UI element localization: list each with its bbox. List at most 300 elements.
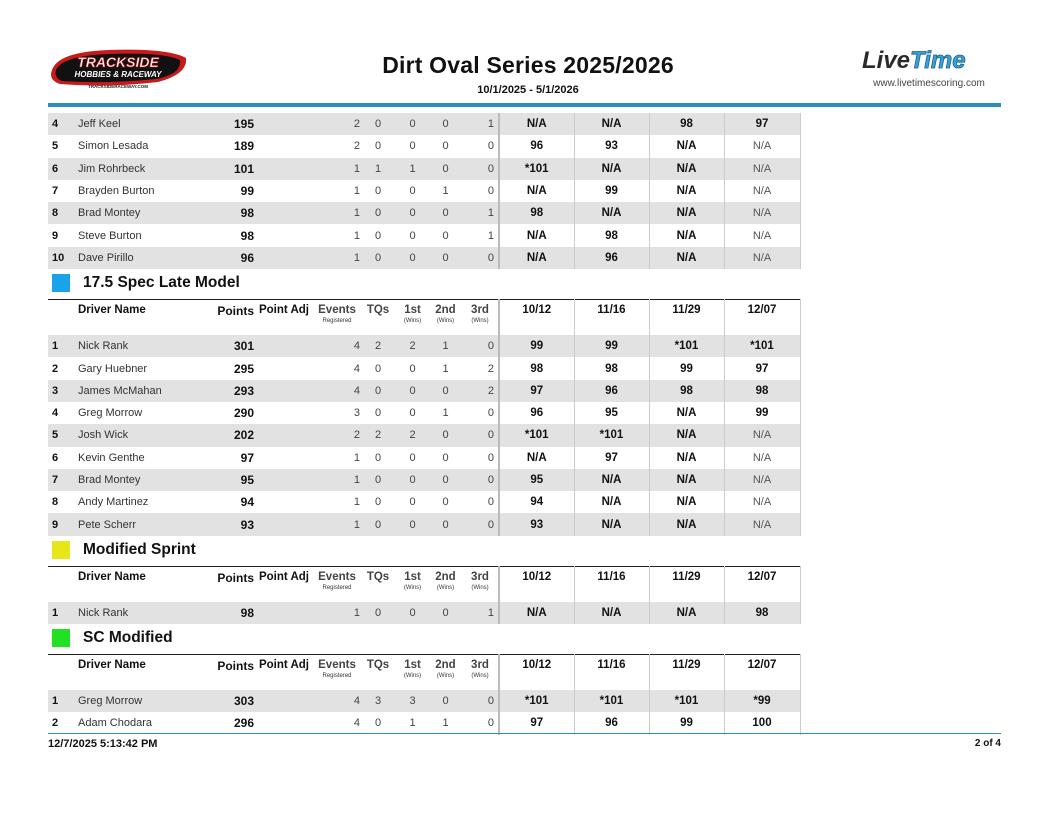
race-result-cell-r4: N/A [724,135,800,157]
race-result-cell-r4: N/A [724,180,800,202]
tqs-cell: 0 [360,247,396,269]
race-result-cell-r3: N/A [649,224,724,246]
column-header-label: 1st [404,570,421,583]
column-header-label: Points [217,659,254,674]
points-cell: 97 [240,450,254,465]
table-row [48,158,800,180]
second-cell: 1 [429,335,462,357]
first-cell: 0 [409,185,416,198]
second-cell: 0 [442,496,449,509]
point-adj-cell [254,335,314,357]
position-cell: 9 [52,229,59,242]
tqs-cell: 2 [360,335,396,357]
second-cell: 1 [442,185,449,198]
driver-name-cell: Josh Wick [78,424,202,446]
race-result-cell-r4: 97 [724,113,800,135]
race-result-cell-r2: 96 [574,380,649,402]
driver-name-cell: Steve Burton [78,229,142,242]
first-cell: 0 [409,362,416,375]
events-cell: 1 [314,158,360,180]
column-header [462,566,499,602]
events-cell: 4 [314,335,360,357]
point-adj-cell [254,690,314,712]
column-header [429,566,462,602]
points-cell: 290 [233,406,254,421]
position-cell: 3 [48,380,78,402]
table-row [48,447,800,469]
position-cell: 6 [52,451,59,464]
column-header-label: TQs [366,304,390,317]
events-cell: 1 [314,247,360,269]
column-header-sublabel: Registered [322,584,352,591]
race-result-cell-r4: N/A [724,447,800,469]
column-header-label: Events [318,304,356,317]
third-cell: 0 [462,180,499,202]
column-header [429,655,462,691]
first-cell: 0 [396,469,429,491]
position-cell: 8 [52,496,59,509]
points-cell: 189 [233,139,254,154]
class-color-swatch [52,629,70,647]
column-header-label: 3rd [471,659,489,672]
point-adj-cell [254,491,314,513]
position-cell: 5 [48,424,78,446]
point-adj-cell [254,180,314,202]
third-cell: 2 [462,357,499,379]
column-header [202,655,254,691]
column-header [360,566,396,602]
first-cell: 0 [396,602,429,624]
race-result-cell-r4: N/A [724,491,800,513]
tqs-cell: 0 [374,185,382,198]
column-header [724,655,800,691]
race-result-cell-r2: *101 [574,424,649,446]
point-adj-cell [254,380,314,402]
race-result-cell-r1: 95 [499,469,574,491]
date-range: 10/1/2025 - 5/1/2026 [477,84,579,96]
column-header [254,655,314,691]
driver-name-cell: Kevin Genthe [78,451,145,464]
point-adj-cell [254,447,314,469]
column-header [48,655,78,691]
second-cell: 0 [429,380,462,402]
print-timestamp: 12/7/2025 5:13:42 PM [48,738,158,750]
position-cell: 1 [48,602,78,624]
race-result-cell-r4: N/A [724,513,800,535]
tqs-cell: 1 [360,158,396,180]
race-result-cell-r3: N/A [649,491,724,513]
column-header-label: 2nd [435,570,456,583]
third-cell: 1 [462,202,499,224]
point-adj-cell [254,602,314,624]
race-result-cell-r2: 97 [574,447,649,469]
race-result-cell-r2: 96 [574,712,649,734]
position-cell: 4 [48,113,78,135]
livetime-logo [860,46,1002,74]
third-cell: 2 [462,380,499,402]
column-header-sublabel: Registered [322,318,352,325]
race-result-cell-r4: 98 [724,602,800,624]
tqs-cell: 2 [360,424,396,446]
column-header-label: 2nd [435,304,456,317]
events-cell: 4 [314,380,360,402]
third-cell: 1 [462,224,499,246]
events-cell: 1 [314,469,360,491]
column-header-label: 11/29 [672,659,701,672]
race-result-cell-r3: N/A [649,513,724,535]
race-result-cell-r4: N/A [724,158,800,180]
column-header [396,566,429,602]
race-result-cell-r1: 99 [499,335,574,357]
driver-name-cell: Brayden Burton [78,185,155,198]
column-header [314,566,360,602]
race-result-cell-r1: *101 [499,424,574,446]
race-result-cell-r2: 98 [574,357,649,379]
events-cell: 1 [314,513,360,535]
driver-name-cell: Greg Morrow [78,407,143,420]
race-result-cell-r4: N/A [724,247,800,269]
class-name: Modified Sprint [83,540,196,558]
column-header [649,566,724,602]
column-header [649,300,724,336]
race-result-cell-r1: 93 [499,513,574,535]
column-header [429,300,462,336]
column-header-label: Points [217,570,254,585]
race-result-cell-r3: N/A [649,402,724,424]
third-cell: 0 [462,247,499,269]
second-cell: 0 [429,513,462,535]
column-header [202,566,254,602]
column-header-label: 10/12 [522,659,552,672]
logo-left-line2: HOBBIES & RACEWAY [74,70,162,79]
table-header-row [48,655,800,691]
tqs-cell: 3 [360,690,396,712]
race-result-cell-r2: 96 [574,247,649,269]
position-cell: 5 [52,140,59,153]
position-cell: 2 [52,362,59,375]
position-cell: 4 [52,407,59,420]
point-adj-cell [254,113,314,135]
column-header-label: TQs [366,659,390,672]
events-cell: 1 [353,451,360,464]
column-header [360,655,396,691]
class-name: SC Modified [83,629,173,647]
column-header-label: Point Adj [258,304,310,317]
third-cell: 1 [462,602,499,624]
column-header [360,300,396,336]
tqs-cell: 0 [360,380,396,402]
table-row [48,113,800,135]
first-cell: 0 [396,202,429,224]
race-result-cell-r2: N/A [574,113,649,135]
race-result-cell-r3: N/A [649,447,724,469]
column-header-sublabel: (Wins) [471,584,489,591]
race-result-cell-r2: 95 [574,402,649,424]
race-result-cell-r3: *101 [649,690,724,712]
race-result-cell-r3: N/A [649,180,724,202]
race-result-cell-r1: 98 [499,202,574,224]
third-cell: 0 [462,424,499,446]
third-cell: 0 [462,335,499,357]
header-rule [48,103,1001,107]
point-adj-cell [254,357,314,379]
events-cell: 2 [314,113,360,135]
points-cell: 99 [240,184,254,199]
position-cell: 1 [48,690,78,712]
column-header [254,300,314,336]
race-result-cell-r2: N/A [574,158,649,180]
race-result-cell-r1: *101 [499,158,574,180]
second-cell: 0 [429,202,462,224]
table-row [48,180,800,202]
third-cell: 0 [462,158,499,180]
third-cell: 0 [462,402,499,424]
class-heading [48,536,800,566]
table-row [48,690,800,712]
points-cell: 95 [202,469,254,491]
column-header-label: 11/29 [672,304,701,317]
standings-table [48,654,801,735]
driver-name-cell: Nick Rank [78,602,202,624]
point-adj-cell [254,247,314,269]
tqs-cell: 0 [360,513,396,535]
position-cell: 10 [48,247,78,269]
class-name: 17.5 Spec Late Model [83,274,240,292]
column-header-sublabel: (Wins) [436,584,455,591]
position-cell: 1 [48,335,78,357]
table-row [48,224,800,246]
column-header-label: 11/16 [597,304,626,317]
table-header-row [48,300,800,336]
column-header-sublabel: (Wins) [403,673,422,680]
table-row [48,712,800,734]
driver-name-cell: Adam Chodara [78,717,152,730]
race-result-cell-r3: 99 [649,712,724,734]
third-cell: 0 [462,447,499,469]
tqs-cell: 0 [374,451,382,464]
logo-right-time: Time [910,47,966,74]
second-cell: 1 [442,407,449,420]
race-result-cell-r3: N/A [649,469,724,491]
column-header-label: Point Adj [258,570,310,583]
column-header-label: 10/12 [522,570,552,583]
third-cell: 0 [462,690,499,712]
table-row [48,247,800,269]
footer-rule [48,733,1001,734]
second-cell: 0 [429,113,462,135]
race-result-cell-r4: *101 [724,335,800,357]
svg-text:LiveTime [862,47,966,74]
race-result-cell-r2: N/A [574,491,649,513]
race-result-cell-r4: N/A [724,424,800,446]
table-row [48,380,800,402]
race-result-cell-r2: *101 [574,690,649,712]
position-cell: 8 [48,202,78,224]
third-cell: 0 [462,513,499,535]
points-cell: 293 [202,380,254,402]
events-cell: 1 [314,602,360,624]
column-header-label: Points [217,304,254,319]
events-cell: 1 [353,229,360,242]
column-header-label: Driver Name [78,304,146,317]
position-cell: 7 [52,185,59,198]
race-result-cell-r1: N/A [499,113,574,135]
second-cell: 1 [442,362,449,375]
points-cell: 295 [233,361,254,376]
first-cell: 2 [396,335,429,357]
column-header [202,300,254,336]
table-row [48,357,800,379]
driver-name-cell: Gary Huebner [78,362,148,375]
third-cell: 1 [462,113,499,135]
tqs-cell: 0 [360,202,396,224]
race-result-cell-r1: N/A [499,447,574,469]
first-cell: 0 [409,496,416,509]
second-cell: 0 [429,247,462,269]
events-cell: 1 [314,202,360,224]
race-result-cell-r4: 100 [724,712,800,734]
column-header-label: 3rd [471,304,489,317]
point-adj-cell [254,135,314,157]
column-header-label: 11/29 [672,570,701,583]
column-header-sublabel: (Wins) [403,584,422,591]
standings-table [48,299,801,536]
column-header-label: 1st [404,304,421,317]
race-result-cell-r1: N/A [499,247,574,269]
column-header [574,655,649,691]
race-result-cell-r4: 99 [724,402,800,424]
second-cell: 0 [429,158,462,180]
table-row [48,335,800,357]
column-header [499,300,574,336]
driver-name-cell: Andy Martinez [78,496,149,509]
third-cell: 0 [462,469,499,491]
table-row [48,513,800,535]
race-result-cell-r3: N/A [649,247,724,269]
column-header-label: Events [318,659,356,672]
driver-name-cell: Simon Lesada [78,140,149,153]
column-header-sublabel: (Wins) [471,673,489,680]
point-adj-cell [254,424,314,446]
first-cell: 0 [409,229,416,242]
points-cell: 98 [202,202,254,224]
events-cell: 4 [353,717,360,730]
race-result-cell-r2: N/A [574,602,649,624]
column-header [48,300,78,336]
race-result-cell-r3: N/A [649,202,724,224]
race-result-cell-r1: 97 [499,712,574,734]
column-header-label: 11/16 [597,659,626,672]
first-cell: 0 [396,513,429,535]
driver-name-cell: James McMahan [78,380,202,402]
first-cell: 0 [409,140,416,153]
events-cell: 2 [353,140,360,153]
events-cell: 4 [314,690,360,712]
column-header [574,300,649,336]
points-cell: 96 [202,247,254,269]
race-result-cell-r2: N/A [574,469,649,491]
column-header [396,300,429,336]
points-cell: 98 [202,602,254,624]
tqs-cell: 0 [374,717,382,730]
second-cell: 0 [429,690,462,712]
second-cell: 0 [442,229,449,242]
second-cell: 1 [442,717,449,730]
race-result-cell-r1: 94 [499,491,574,513]
column-header [254,566,314,602]
events-cell: 4 [353,362,360,375]
column-header-label: Driver Name [78,659,146,672]
point-adj-cell [254,513,314,535]
column-header-sublabel: (Wins) [403,318,422,325]
point-adj-cell [254,712,314,734]
column-header [462,655,499,691]
events-cell: 1 [353,496,360,509]
column-header-label: 12/07 [747,304,777,317]
column-header [314,655,360,691]
column-header [396,655,429,691]
driver-name-cell: Jeff Keel [78,113,202,135]
column-header-sublabel: (Wins) [471,318,489,325]
first-cell: 1 [396,158,429,180]
position-cell: 9 [48,513,78,535]
position-cell: 2 [52,717,59,730]
column-header [48,566,78,602]
race-result-cell-r1: 96 [499,135,574,157]
column-header-label: Events [318,570,356,583]
race-result-cell-r2: N/A [574,513,649,535]
point-adj-cell [254,224,314,246]
tqs-cell: 0 [374,407,382,420]
tqs-cell: 0 [374,140,382,153]
race-result-cell-r1: N/A [499,180,574,202]
column-header-sublabel: (Wins) [436,318,455,325]
race-result-cell-r3: N/A [649,424,724,446]
race-result-cell-r1: N/A [499,224,574,246]
race-result-cell-r2: N/A [574,202,649,224]
first-cell: 0 [396,380,429,402]
first-cell: 0 [396,113,429,135]
first-cell: 0 [409,451,416,464]
first-cell: 0 [396,247,429,269]
position-cell: 6 [48,158,78,180]
site-url[interactable]: www.livetimescoring.com [873,78,985,89]
race-result-cell-r3: N/A [649,135,724,157]
tqs-cell: 0 [374,362,382,375]
point-adj-cell [254,402,314,424]
logo-left-line1: TRACKSIDE [77,54,159,70]
race-result-cell-r4: N/A [724,202,800,224]
column-header [78,300,202,336]
column-header-sublabel: (Wins) [436,673,455,680]
column-header-label: Driver Name [78,570,146,583]
column-header-label: Point Adj [258,659,310,672]
driver-name-cell: Brad Montey [78,202,202,224]
column-header [314,300,360,336]
logo-right-live: Live [862,47,911,74]
standings-table-continued [48,113,801,269]
table-row [48,491,800,513]
column-header-label: 10/12 [522,304,552,317]
race-result-cell-r1: 96 [499,402,574,424]
table-row [48,469,800,491]
race-result-cell-r3: 99 [649,357,724,379]
race-result-cell-r2: 99 [574,180,649,202]
race-result-cell-r2: 98 [574,224,649,246]
point-adj-cell [254,202,314,224]
points-cell: 202 [202,424,254,446]
first-cell: 2 [396,424,429,446]
